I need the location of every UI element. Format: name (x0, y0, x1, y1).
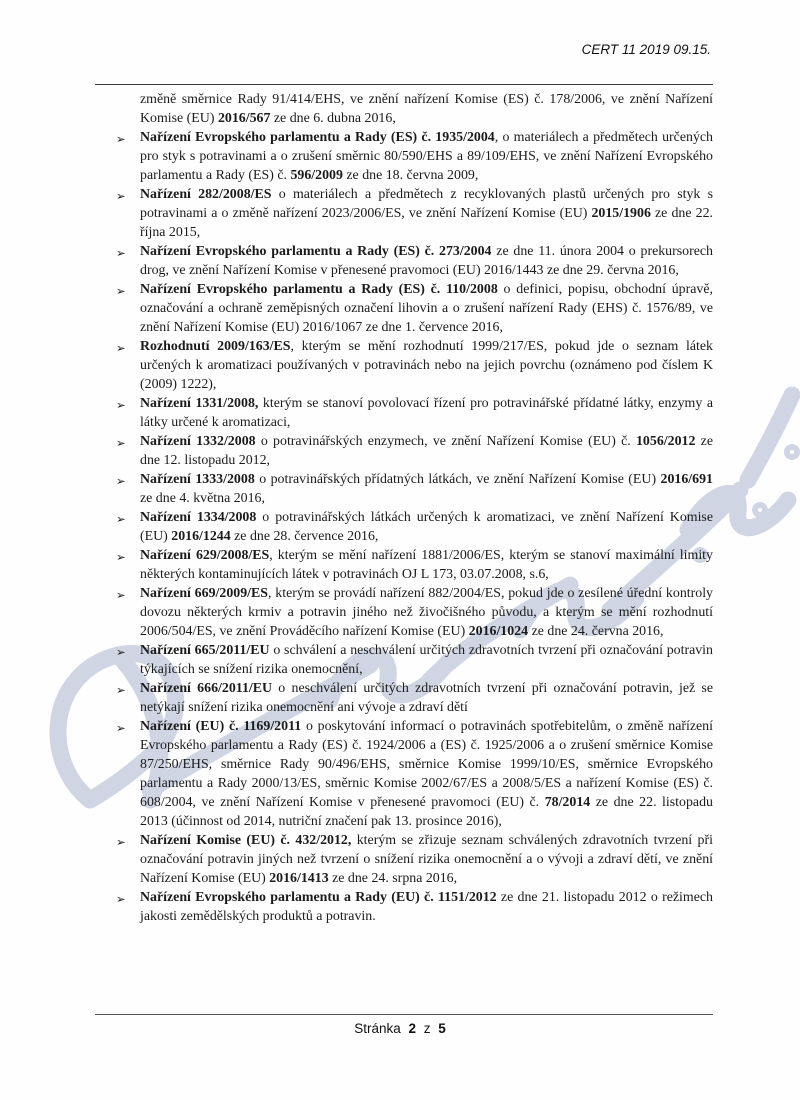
list-item (95, 242, 713, 280)
list-item (95, 280, 713, 337)
list-item-text: Nařízení 665/2011/EU o schválení a neschválení určitých zdravotních tvrzení při označování potravin týkajících se snížení rizika onemocnění, (140, 643, 713, 677)
list-item-text: Nařízení 669/2009/ES, kterým se provádí nařízení 882/2004/ES, pokud jde o zesílené úřední kontroly dovozu některých krmiv a potravin jiného než živočišného původu, a kterým se mění rozhodnutí 2006/504/ES, ve znění Prováděcího nařízení Komise (EU) 2016/1024 ze dne 24. června 2016, (140, 586, 713, 639)
arrow-bullet-icon: ➢ (116, 132, 126, 146)
list-item-text: Nařízení 282/2008/ES o materiálech a předmětech z recyklovaných plastů určených pro styk s potravinami a o změně nařízení 2023/2006/ES, ve znění Nařízení Komise (EU) 2015/1906 ze dne 22. října 2015, (140, 187, 714, 240)
list-item (95, 337, 713, 394)
arrow-bullet-icon: ➢ (116, 474, 126, 488)
list-item-text: Nařízení 1332/2008 o potravinářských enzymech, ve znění Nařízení Komise (EU) č. 1056/2012 ze dne 12. listopadu 2012, (140, 434, 713, 468)
list-item-text: Nařízení Evropského parlamentu a Rady (ES) č. 273/2004 ze dne 11. února 2004 o prekursorech drog, ve znění Nařízení Komise v přenesené pravomoci (EU) 2016/1443 ze dne 29. června 2016, (140, 244, 714, 278)
arrow-bullet-icon: ➢ (116, 550, 126, 564)
arrow-bullet-icon: ➢ (116, 284, 126, 298)
list-item-text: Nařízení 1331/2008, kterým se stanoví povolovací řízení pro potravinářské přídatné látky, enzymy a látky určené k aromatizaci, (140, 396, 713, 430)
list-item-continuation (95, 90, 713, 128)
arrow-bullet-icon: ➢ (116, 588, 126, 602)
list-item (95, 717, 713, 831)
list-item-text: Nařízení 666/2011/EU o neschválení určitých zdravotních tvrzení při označování potravin, jež se netýkají snížení rizika onemocnění ani vývoje a zdraví dětí (140, 681, 713, 715)
arrow-bullet-icon: ➢ (116, 398, 126, 412)
list-item (95, 394, 713, 432)
list-item-text: Nařízení 1334/2008 o potravinářských látkách určených k aromatizaci, ve znění Nařízení Komise (EU) 2016/1244 ze dne 28. července 2016, (140, 510, 713, 544)
list-item (95, 185, 713, 242)
header-divider (95, 84, 713, 85)
arrow-bullet-icon: ➢ (116, 246, 126, 260)
list-item (95, 584, 713, 641)
footer-divider (95, 1014, 713, 1015)
list-item (95, 546, 713, 584)
list-item-text: Rozhodnutí 2009/163/ES, kterým se mění rozhodnutí 1999/217/ES, pokud jde o seznam látek určených k aromatizaci používaných v potravinách nebo na jejich povrchu (oznámeno pod číslem K (2009) 1222), (140, 339, 713, 392)
list-item-text: Nařízení Evropského parlamentu a Rady (ES) č. 1935/2004, o materiálech a předmětech určených pro styk s potravinami a o zrušení směrnic 80/590/EHS a 89/109/EHS, ve znění Nařízení Evropského parlamentu a Rady (ES) č. 596/2009 ze dne 18. června 2009, (140, 130, 713, 183)
arrow-bullet-icon: ➢ (116, 683, 126, 697)
arrow-bullet-icon: ➢ (116, 645, 126, 659)
list-item-text: Nařízení 1333/2008 o potravinářských přídatných látkách, ve znění Nařízení Komise (EU) 2016/691 ze dne 4. května 2016, (140, 472, 713, 506)
list-item (95, 641, 713, 679)
arrow-bullet-icon: ➢ (116, 436, 126, 450)
list-item-text: Nařízení Evropského parlamentu a Rady (EU) č. 1151/2012 ze dne 21. listopadu 2012 o režimech jakosti zemědělských produktů a potravin. (140, 890, 713, 924)
page-footer (0, 1021, 800, 1036)
arrow-bullet-icon: ➢ (116, 341, 126, 355)
list-item (95, 128, 713, 185)
list-item (95, 432, 713, 470)
footer-total-pages: 5 (438, 1021, 446, 1036)
list-item (95, 470, 713, 508)
list-item (95, 508, 713, 546)
list-item-text: Nařízení Komise (EU) č. 432/2012, kterým se zřizuje seznam schválených zdravotních tvrzení při označování potravin jiných než tvrzení o snížení rizika onemocnění a o vývoji a zdraví dětí, ve znění Nařízení Komise (EU) 2016/1413 ze dne 24. srpna 2016, (140, 833, 713, 886)
list-item-text: Nařízení (EU) č. 1169/2011 o poskytování informací o potravinách spotřebitelům, o změně nařízení Evropského parlamentu a Rady (ES) č. 1924/2006 a (ES) č. 1925/2006 a o zrušení směrnice Komise 87/250/EHS, směrnice Rady 90/496/EHS, směrnice Komise 1999/10/ES, směrnice Evropského parlamentu a Rady 2000/13/ES, směrnic Komise 2002/67/ES a 2008/5/ES a nařízení Komise (ES) č. 608/2004, ve znění Nařízení Komise v přenesené pravomoci (EU) č. 78/2014 ze dne 22. listopadu 2013 (účinnost od 2014, nutriční značení pak 13. prosince 2016), (140, 719, 713, 829)
arrow-bullet-icon: ➢ (116, 835, 126, 849)
list-item-text: Nařízení 629/2008/ES, kterým se mění nařízení 1881/2006/ES, kterým se stanoví maximální limity některých kontaminujících látek v potravinách OJ L 173, 03.07.2008, s.6, (140, 548, 713, 582)
arrow-bullet-icon: ➢ (116, 189, 126, 203)
footer-label: Stránka (354, 1021, 401, 1036)
list-item (95, 679, 713, 717)
footer-page-number: 2 (408, 1021, 416, 1036)
arrow-bullet-icon: ➢ (116, 721, 126, 735)
arrow-bullet-icon: ➢ (116, 512, 126, 526)
list-item-text: změně směrnice Rady 91/414/EHS, ve znění nařízení Komise (ES) č. 178/2006, ve znění Nařízení Komise (EU) 2016/567 ze dne 6. dubna 2016, (140, 92, 713, 126)
footer-of-word: z (423, 1021, 431, 1036)
list-item (95, 831, 713, 888)
arrow-bullet-icon: ➢ (116, 892, 126, 906)
document-reference: CERT 11 2019 09.15. (581, 42, 711, 57)
list-item (95, 888, 713, 926)
list-item-text: Nařízení Evropského parlamentu a Rady (ES) č. 110/2008 o definici, popisu, obchodní úpravě, označování a ochraně zeměpisných označení lihovin a o zrušení nařízení Rady (EHS) č. 1576/89, ve znění Nařízení Komise (EU) 2016/1067 ze dne 1. července 2016, (140, 282, 714, 335)
regulation-list (95, 90, 713, 926)
